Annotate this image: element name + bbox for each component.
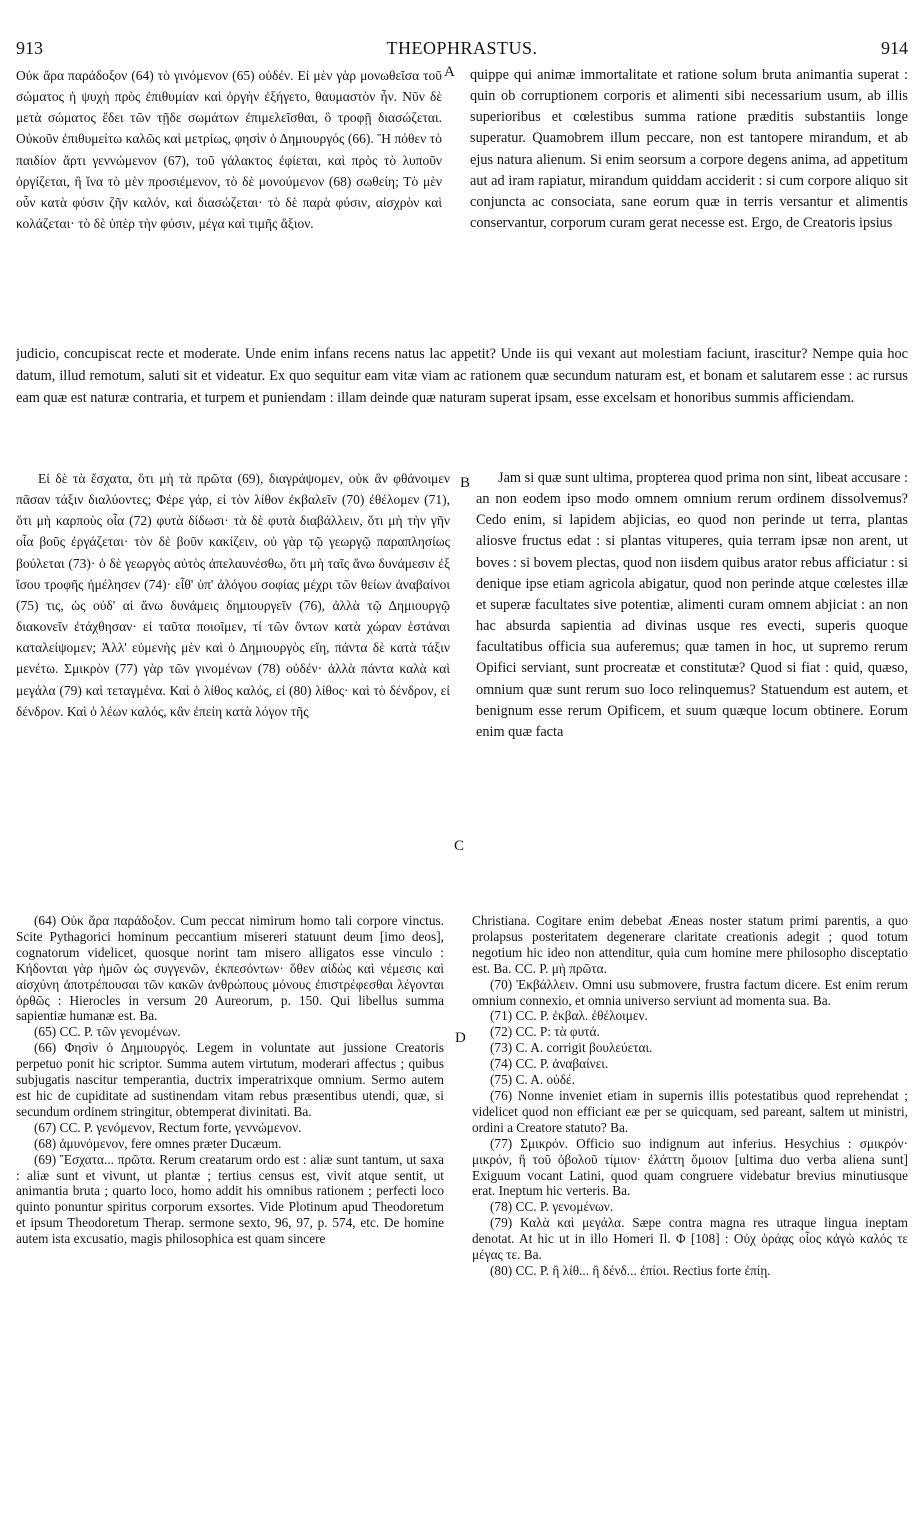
- footnote: (71) CC. P. ἐκβαλ. ἐθέλοιμεν.: [490, 1008, 648, 1024]
- footnote: (74) CC. P. ἀναβαίνει.: [490, 1056, 609, 1072]
- footnote: (67) CC. P. γενόμενον, Rectum forte, γεννώμενον.: [34, 1119, 302, 1135]
- footnote: (73) C. A. corrigit βουλεύεται.: [490, 1040, 653, 1056]
- greek-text-a: [16, 65, 442, 341]
- footnote: (68) ἀμυνόμενον, fere omnes præter Ducæum.: [34, 1135, 282, 1151]
- latin-paragraph: Jam si quæ sunt ultima, propterea quod prima non sint, libeat accusare : an non eodem ipso modo omnem omnium rerum ordinem dissolvemus? Cedo enim, si lapidem abjicias, eo quod non perinde ut terra, plantas aliosve fructus edat : si plantas vituperes, quia terram ipsæ non arent, ut boves : si bovem plectas, quod non iisdem quibus arator rebus afficiatur : si denique ipse etiam agricola abigatur, quod non perinde atque cœlestes illæ et superæ facultates sive potentiæ, alimenti curam omnem abjiciat : an non hac absurda sapientia ad divinas usque res evecti, superis quoque facultatibus officia sua auferemus; quæ tamen in hoc, ut supremo rerum Opifici serviant, sunt procreatæ et constitutæ? Quod si fiat : quid, quæso, omnium quæ sunt rerum suo loco relinquemus? Statuendum est autem, et benignum esse rerum Opificem, et suum quæque locum obtinere. Eorum enim quæ facta: [476, 470, 908, 740]
- footnote: (80) CC. P. ἢ λίθ... ἢ δένδ... ἐπίοι. Rectius forte ἐπίῃ.: [490, 1262, 771, 1278]
- latin-paragraph-continued: judicio, concupiscat recte et moderate. Unde enim infans recens natus lac appetit? Unde iis qui vexant aut molestiam faciunt, irascitur? Nempe quia hoc datum, illud remotum, saluti sit et videatur. Ex quo sequitur eam vitæ viam ac rationem quæ secundum naturam est, et bonam et salutarem esse : ac rursus eam quæ est naturæ contraria, et turpem et puniendam : illam deinde quæ naturam superat ipsam, esse excelsam et honoribus summis afficiendam.: [16, 346, 908, 406]
- right-page-number: 914: [881, 38, 908, 58]
- footnote: (66) Φησὶν ὁ Δημιουργός. Legem in voluntate aut jussione Creatoris perpetuo ponit hic scriptor. Summa autem virtutum, moderari affectus ; quibus subjugatis nascitur temperantia, ductrix imperatrixque omnium. Sermo autem est hic de cupiditate ad sustinendam vitam rebus præsentibus utendi, quæ, si secundum ordinem stringitur, obtemperat divinitati. Ba.: [16, 1040, 444, 1119]
- footnote: (76) Nonne inveniet etiam in supernis illis potestatibus quod reprehendat ; videlicet quod non efficiant eæ per se quicquam, sed pareant, saltem ut ministri, ordini a Creatore statuto? Ba.: [472, 1087, 908, 1135]
- section-marker-b: B: [460, 475, 471, 491]
- section-marker-c: C: [454, 838, 465, 854]
- greek-text-b: [16, 468, 450, 900]
- greek-paragraph: Οὐκ ἄρα παράδοξον (64) τὸ γινόμενον (65) οὐδέν. Εἰ μὲν γὰρ μονωθεῖσα τοῦ σώματος ἡ ψυχὴ πρὸς ἐπιθυμίαν καὶ ὀργὴν ἐξήγετο, θαυμαστὸν ἦν. Νῦν δὲ μετὰ σώματος ἔδει τῶν τῇδε σωμάτων ἐπιμελεῖσθαι, ὃ τροφῇ διασώζεται. Οὐκοῦν ἐπιθυμείτω καλῶς καὶ μετρίως, φησὶν ὁ Δημιουργός (66). Ἢ πόθεν τὸ παιδίον ἄρτι γεννώμενον (67), τοῦ γάλακτος ἐφίεται, καὶ πρὸς τὸ λυποῦν ὀργίζεται, ἢ ἵνα τὸ μὲν προσιέμενον, τὸ δὲ μονούμενον (68) σωθείη; Τὸ μὲν οὖν κατὰ φύσιν ζῆν καλόν, καὶ διασώζεται· τὸ δὲ παρὰ φύσιν, αἰσχρὸν καὶ κολάζεται· τὸ δὲ ὑπὲρ τὴν φύσιν, μέγα καὶ τιμῆς ἄξιον.: [16, 68, 442, 232]
- footnote: (79) Καλὰ καὶ μεγάλα. Sæpe contra magna res utraque lingua ineptam denotat. At hic ut in illo Homeri Il. Φ [108] : Οὐχ ὁράᾳς οἷος κἀγὼ καλός τε μέγας τε. Ba.: [472, 1215, 908, 1263]
- greek-paragraph: Εἰ δὲ τὰ ἔσχατα, ὅτι μὴ τὰ πρῶτα (69), διαγράψομεν, οὐκ ἂν φθάνοιμεν πᾶσαν τάξιν διαλύοντες; Φέρε γάρ, εἰ τὸν λίθον ἐκβαλεῖν (70) ἐθέλομεν (71), ὅτι μὴ καρποὺς οἷα (72) φυτὰ δίδωσι· τὰ δὲ φυτὰ διαβάλλειν, ὅτι μὴ τὴν γῆν οἷα βοῦς ἐργάζεται· τὸν δὲ βοῦν κακίζειν, οὐ γὰρ τῷ γεωργῷ παραπλησίως βούλεται (73)· ὁ δὲ γεωργὸς αὐτὸς ἀπελαυνέσθω, ὅτι μὴ ταῖς ἄνω δυνάμεσιν ἐξ ἴσου τροφῆς ἠμέλησεν (74)· εἶθ' ὑπ' ἀλόγου σοφίας μέχρι τῶν θείων ἀναβαίνοι (75) τις, ὡς οὐδ' αἱ ἄνω δυνάμεις δημιουργεῖν (76), ἀλλὰ τῷ Δημιουργῷ διακονεῖν ἐτάχθησαν· εἰ ταῦτα ποιοῖμεν, τί τῶν ὄντων κατὰ χώραν ἑστάναι καταλείψομεν; Ἀλλ' εὐμενὴς μὲν καὶ ὁ Δημιουργὸς εἴη, πάντα δὲ κατὰ τάξιν μενέτω. Σμικρὸν (77) γὰρ τῶν γινομένων (78) οὐδέν· ἀλλὰ πάντα καλὰ καὶ μεγάλα (79) καὶ τεταγμένα. Καὶ ὁ λίθος καλός, εἰ (80) λίθος· καὶ τὸ δένδρον, εἰ δένδρον. Καὶ ὁ λέων καλός, κἂν ἐπείη κατὰ λόγον τῆς: [16, 471, 450, 719]
- latin-text-a: [470, 65, 908, 341]
- footnote: (75) C. A. οὐδέ.: [490, 1072, 575, 1088]
- section-marker-d: D: [455, 1030, 466, 1046]
- footnote: (64) Οὐκ ἄρα παράδοξον. Cum peccat nimirum homo tali corpore vinctus. Scite Pythagorici hominum peccantium misereri statuunt deum [imo deos], cognatorum videlicet, quosque norint tam misero alligatos esse vinculo : Κήδονται γὰρ ἡμῶν ὡς συγγενῶν, ἐκπεσόντων· ὅθεν αἰδὼς καὶ νέμεσις καὶ αἰσχύνη ἀποτρέπουσαι τῶν κακῶν ἀνθρώπους μόνους ἐπιστρέφεσθαι λέγονται ὀρθῶς : Hierocles in versum 20 Aureorum, p. 150. Qui libellus summa sapientiæ humanæ est. Ba.: [16, 913, 444, 1024]
- footnote: (65) CC. P. τῶν γενομένων.: [34, 1024, 181, 1040]
- footnote: (77) Σμικρόν. Officio suo indignum aut inferius. Hesychius : σμικρόν· μικρόν, ἢ τοῦ ὀβολοῦ τίμιον· ἐλάττη ὅμοιον [ultima duo verba aliena sunt] Exiguum vocant Latini, quod quam congruere videbatur brevius minutiusque erat. Ineptum hic verteris. Ba.: [472, 1135, 908, 1199]
- notes-column-right: [472, 913, 908, 1523]
- footnote: Christiana. Cogitare enim debebat Æneas noster statum primi parentis, a quo prolapsus posteritatem degenerare claritate creationis adegit ; quod totum negotium hic ideo non attenditur, quia cum homine mere philosopho disceptatio est. Ba. CC. P. μὴ πρῶτα.: [472, 913, 908, 976]
- footnote: (72) CC. P: τὰ φυτά.: [490, 1024, 600, 1040]
- latin-text-b: [476, 468, 908, 900]
- latin-text-a-continued: [16, 344, 908, 456]
- running-title: THEOPHRASTUS.: [386, 38, 538, 58]
- page-header: [16, 38, 908, 62]
- left-page-number: 913: [16, 38, 43, 58]
- footnote: (78) CC. P. γενομένων.: [490, 1199, 614, 1215]
- footnote: (69) Ἔσχατα... πρῶτα. Rerum creatarum ordo est : aliæ sunt tantum, ut saxa : aliæ sunt et vivunt, ut plantæ ; tertius census est, vivit atque sentit, ut animantia bruta ; quarto loco, homo addit his omnibus rationem ; perfecti loco quinto ponuntur spiritus corporum exsortes. Vide Plotinum apud Theodoretum et ipsum Theodoretum Therap. sermone sexto, 96, 97, p. 574, etc. De homine autem ista excusatio, magis philosophica est quam sincere: [16, 1151, 444, 1247]
- footnote: (70) Ἐκβάλλειν. Omni usu submovere, frustra factum dicere. Est enim rerum omnium connexio, et omnia universo serviunt ad momenta sua. Ba.: [472, 976, 908, 1008]
- section-marker-a: A: [444, 64, 455, 80]
- notes-column-left: [16, 913, 444, 1523]
- latin-paragraph: quippe qui animæ immortalitate et ratione solum bruta animantia superat : quin ob corruptionem corporis et alimenti sibi necessarium usum, ab illis superioribus et cœlestibus summa ratione præditis substantiis longe superatur. Quamobrem illum peccare, non est tantopere mirandum, et ab ejus natura alienum. Si enim seorsum a corpore degens anima, ad appetitum aut ad iram rapiatur, mirandum quiddam acciderit : si cum corpore aliquo sit conjuncta ac consociata, sane eorum quæ in terris versantur et alimentis conservantur, corporum curam gerat necesse est. Ergo, de Creatoris ipsius: [470, 67, 908, 232]
